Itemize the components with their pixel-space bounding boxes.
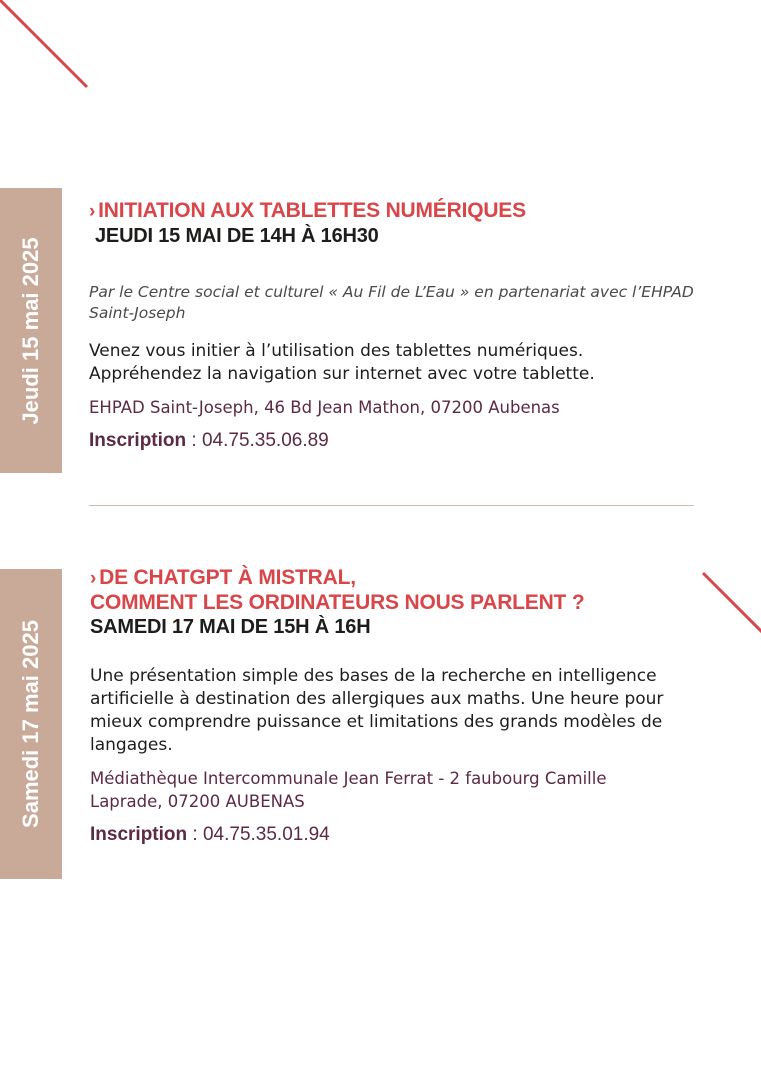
- event-description: Venez vous initier à l’utilisation des tablettes numériques. Appréhendez la navigation sur internet avec votre tablette.: [89, 341, 595, 384]
- event-initiation-tablettes: [89, 199, 699, 453]
- event-date: JEUDI 15 MAI DE 14H À 16H30: [95, 225, 379, 247]
- inscription-phone[interactable]: : 04.75.35.01.94: [187, 824, 330, 845]
- chevron-right-icon: ›: [90, 568, 97, 589]
- event-title: [89, 199, 699, 224]
- event-title: [90, 566, 700, 591]
- event-intro: Par le Centre social et culturel « Au Fil de L’Eau » en partenariat avec l’EHPAD Saint-Joseph: [89, 283, 694, 322]
- event-title-line: INITIATION AUX TABLETTES NUMÉRIQUES: [98, 199, 526, 222]
- event-inscription: [89, 429, 699, 453]
- event-description: Une présentation simple des bases de la recherche en intelligence artificielle à destination des allergiques aux maths. Une heure pour mieux comprendre puissance et limitations des grands modèles de langages.: [90, 666, 664, 755]
- event-title-line: DE CHATGPT À MISTRAL,: [99, 566, 356, 589]
- event-title-line-2: COMMENT LES ORDINATEURS NOUS PARLENT ?: [90, 591, 585, 614]
- side-date-tab-2: [0, 569, 62, 879]
- side-date-label: Jeudi 15 mai 2025: [18, 236, 43, 425]
- decorative-line-right: [703, 573, 761, 636]
- side-date-tab-1: [0, 188, 62, 473]
- event-place: EHPAD Saint-Joseph, 46 Bd Jean Mathon, 07200 Aubenas: [89, 398, 560, 417]
- inscription-label: Inscription: [90, 824, 188, 845]
- event-place: Médiathèque Intercommunale Jean Ferrat - 2 faubourg Camille Laprade, 07200 AUBENAS: [90, 769, 607, 811]
- decorative-line-top-left: [0, 0, 87, 87]
- inscription-label: Inscription: [89, 430, 187, 451]
- section-divider: [89, 505, 694, 506]
- event-inscription: [90, 823, 700, 847]
- inscription-phone[interactable]: : 04.75.35.06.89: [186, 430, 329, 451]
- chevron-right-icon: ›: [89, 201, 96, 222]
- event-chatgpt-mistral: [90, 566, 700, 847]
- event-date: SAMEDI 17 MAI DE 15H À 16H: [90, 616, 371, 638]
- side-date-label: Samedi 17 mai 2025: [18, 620, 43, 828]
